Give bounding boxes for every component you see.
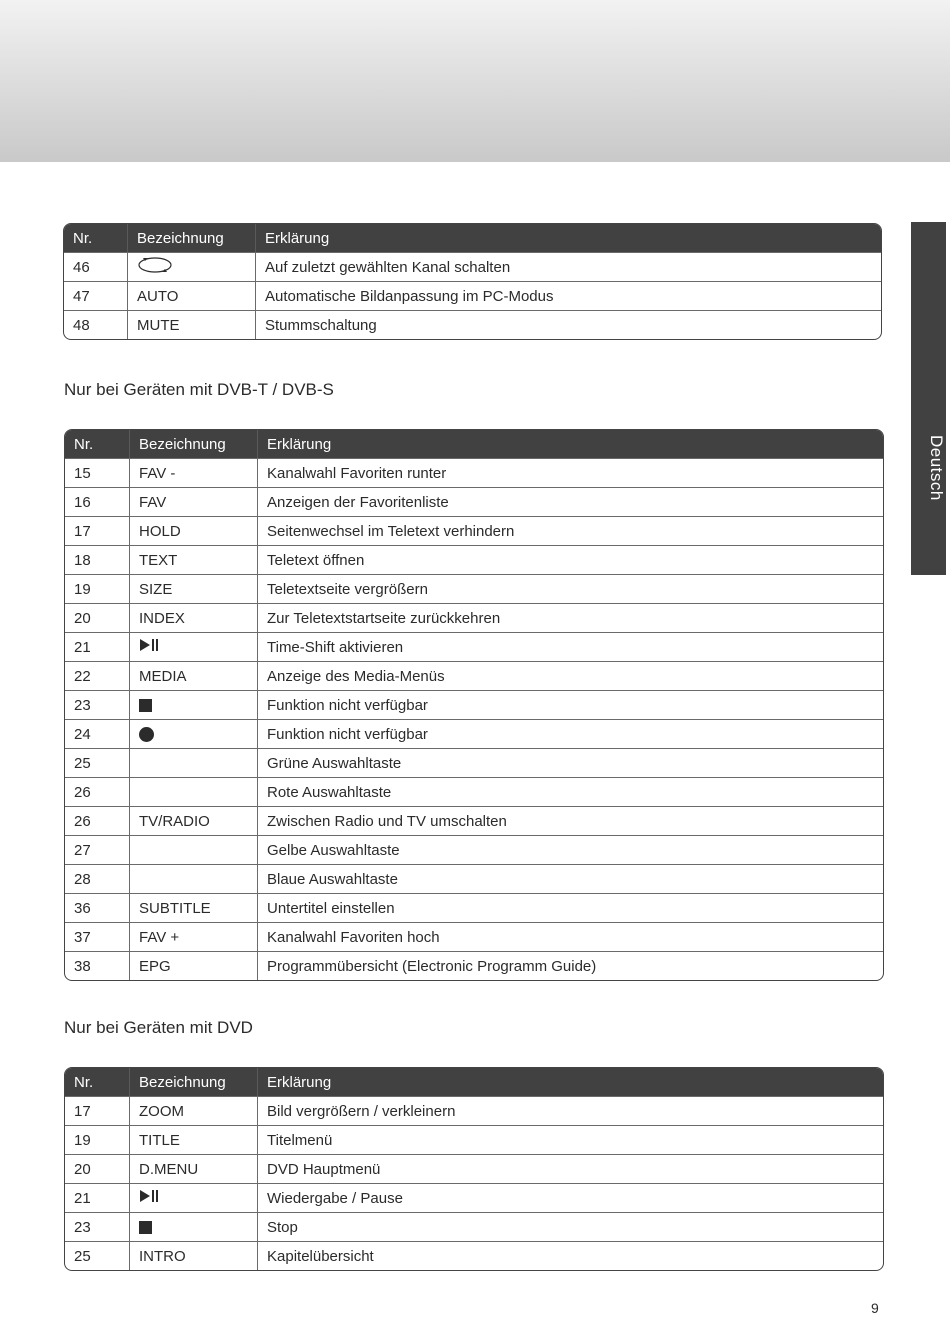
row-bezeichnung (130, 1183, 258, 1212)
header-nr: Nr. (64, 224, 128, 252)
section-title-dvd: Nur bei Geräten mit DVD (64, 1018, 253, 1037)
row-erklaerung: Anzeige des Media-Menüs (258, 661, 883, 690)
row-erklaerung: Anzeigen der Favoritenliste (258, 487, 883, 516)
row-bezeichnung: TITLE (130, 1125, 258, 1154)
stop-icon (139, 699, 152, 712)
row-erklaerung: Kanalwahl Favoriten hoch (258, 922, 883, 951)
row-erklaerung: Time-Shift aktivieren (258, 632, 883, 661)
row-erklaerung: Gelbe Auswahltaste (258, 835, 883, 864)
row-nr: 23 (65, 690, 130, 719)
header-bezeichnung: Bezeichnung (130, 1068, 258, 1096)
row-erklaerung: Stummschaltung (256, 310, 881, 339)
table-row (64, 281, 881, 310)
row-erklaerung: Titelmenü (258, 1125, 883, 1154)
table-row (65, 719, 883, 748)
row-bezeichnung: FAV - (130, 458, 258, 487)
row-bezeichnung (130, 1212, 258, 1241)
row-nr: 21 (65, 632, 130, 661)
row-nr: 20 (65, 1154, 130, 1183)
table-row (64, 310, 881, 339)
row-bezeichnung (130, 719, 258, 748)
row-nr: 25 (65, 748, 130, 777)
row-nr: 46 (64, 252, 128, 281)
row-erklaerung: Teletext öffnen (258, 545, 883, 574)
row-nr: 25 (65, 1241, 130, 1270)
table-row (65, 1241, 883, 1270)
row-bezeichnung (130, 835, 258, 864)
row-bezeichnung: INTRO (130, 1241, 258, 1270)
row-erklaerung: Wiedergabe / Pause (258, 1183, 883, 1212)
row-nr: 20 (65, 603, 130, 632)
row-bezeichnung: HOLD (130, 516, 258, 545)
row-erklaerung: Zwischen Radio und TV umschalten (258, 806, 883, 835)
row-erklaerung: Untertitel einstellen (258, 893, 883, 922)
table-row (65, 603, 883, 632)
row-erklaerung: Automatische Bildanpassung im PC-Modus (256, 281, 881, 310)
table-row (65, 777, 883, 806)
row-erklaerung: DVD Hauptmenü (258, 1154, 883, 1183)
cycle-arrows-icon (137, 256, 173, 278)
table-row (65, 1183, 883, 1212)
row-nr: 15 (65, 458, 130, 487)
row-erklaerung: Zur Teletextstartseite zurückkehren (258, 603, 883, 632)
table-row (65, 516, 883, 545)
table-row (65, 951, 883, 980)
row-bezeichnung (130, 748, 258, 777)
row-nr: 24 (65, 719, 130, 748)
row-erklaerung: Kapitelübersicht (258, 1241, 883, 1270)
row-erklaerung: Seitenwechsel im Teletext verhindern (258, 516, 883, 545)
row-nr: 26 (65, 806, 130, 835)
row-erklaerung: Blaue Auswahltaste (258, 864, 883, 893)
button-table-dvb (64, 429, 884, 981)
row-bezeichnung: FAV (130, 487, 258, 516)
row-bezeichnung: SIZE (130, 574, 258, 603)
row-erklaerung: Funktion nicht verfügbar (258, 690, 883, 719)
play-pause-icon (139, 638, 159, 656)
row-erklaerung: Teletextseite vergrößern (258, 574, 883, 603)
table-row (65, 864, 883, 893)
header-erklaerung: Erklärung (258, 430, 883, 458)
row-erklaerung: Bild vergrößern / verkleinern (258, 1096, 883, 1125)
row-nr: 17 (65, 1096, 130, 1125)
header-nr: Nr. (65, 1068, 130, 1096)
table-row (65, 487, 883, 516)
row-nr: 27 (65, 835, 130, 864)
row-nr: 26 (65, 777, 130, 806)
row-bezeichnung: EPG (130, 951, 258, 980)
row-bezeichnung: MUTE (128, 310, 256, 339)
table-row (65, 835, 883, 864)
page-number: 9 (871, 1300, 879, 1316)
row-bezeichnung: SUBTITLE (130, 893, 258, 922)
row-bezeichnung (130, 632, 258, 661)
header-band (0, 0, 950, 162)
row-bezeichnung: INDEX (130, 603, 258, 632)
row-bezeichnung (130, 777, 258, 806)
button-table-dvd (64, 1067, 884, 1271)
row-erklaerung: Funktion nicht verfügbar (258, 719, 883, 748)
row-nr: 21 (65, 1183, 130, 1212)
table-row (65, 893, 883, 922)
row-nr: 19 (65, 574, 130, 603)
row-nr: 18 (65, 545, 130, 574)
row-bezeichnung: FAV + (130, 922, 258, 951)
row-nr: 48 (64, 310, 128, 339)
stop-icon (139, 1221, 152, 1234)
header-bezeichnung: Bezeichnung (128, 224, 256, 252)
row-nr: 36 (65, 893, 130, 922)
row-bezeichnung (128, 252, 256, 281)
table-row (65, 748, 883, 777)
row-bezeichnung: ZOOM (130, 1096, 258, 1125)
language-side-tab (911, 222, 946, 575)
table-row (65, 1125, 883, 1154)
row-erklaerung: Stop (258, 1212, 883, 1241)
row-nr: 16 (65, 487, 130, 516)
header-nr: Nr. (65, 430, 130, 458)
row-erklaerung: Kanalwahl Favoriten runter (258, 458, 883, 487)
row-bezeichnung (130, 864, 258, 893)
table-row (65, 690, 883, 719)
table-row (65, 806, 883, 835)
table-row (65, 545, 883, 574)
row-nr: 37 (65, 922, 130, 951)
row-bezeichnung: TV/RADIO (130, 806, 258, 835)
row-nr: 17 (65, 516, 130, 545)
table-row (65, 1212, 883, 1241)
table-row (65, 632, 883, 661)
table-header-row (64, 224, 881, 252)
row-bezeichnung: TEXT (130, 545, 258, 574)
header-bezeichnung: Bezeichnung (130, 430, 258, 458)
table-row (65, 574, 883, 603)
row-erklaerung: Grüne Auswahltaste (258, 748, 883, 777)
table-row (65, 661, 883, 690)
row-bezeichnung: MEDIA (130, 661, 258, 690)
row-nr: 47 (64, 281, 128, 310)
row-nr: 23 (65, 1212, 130, 1241)
table-row (65, 1154, 883, 1183)
table-header-row (65, 1068, 883, 1096)
row-erklaerung: Programmübersicht (Electronic Programm Guide) (258, 951, 883, 980)
row-erklaerung: Auf zuletzt gewählten Kanal schalten (256, 252, 881, 281)
button-table-general (63, 223, 882, 340)
row-nr: 19 (65, 1125, 130, 1154)
row-bezeichnung: AUTO (128, 281, 256, 310)
table-row (65, 1096, 883, 1125)
row-nr: 22 (65, 661, 130, 690)
section-title-dvb: Nur bei Geräten mit DVB-T / DVB-S (64, 380, 334, 399)
header-erklaerung: Erklärung (256, 224, 881, 252)
table-header-row (65, 430, 883, 458)
play-pause-icon (139, 1189, 159, 1207)
record-icon (139, 727, 154, 742)
table-row (65, 922, 883, 951)
row-bezeichnung: D.MENU (130, 1154, 258, 1183)
side-tab-label: Deutsch (927, 434, 946, 501)
row-nr: 28 (65, 864, 130, 893)
row-bezeichnung (130, 690, 258, 719)
row-nr: 38 (65, 951, 130, 980)
table-row (65, 458, 883, 487)
table-row (64, 252, 881, 281)
header-erklaerung: Erklärung (258, 1068, 883, 1096)
row-erklaerung: Rote Auswahltaste (258, 777, 883, 806)
